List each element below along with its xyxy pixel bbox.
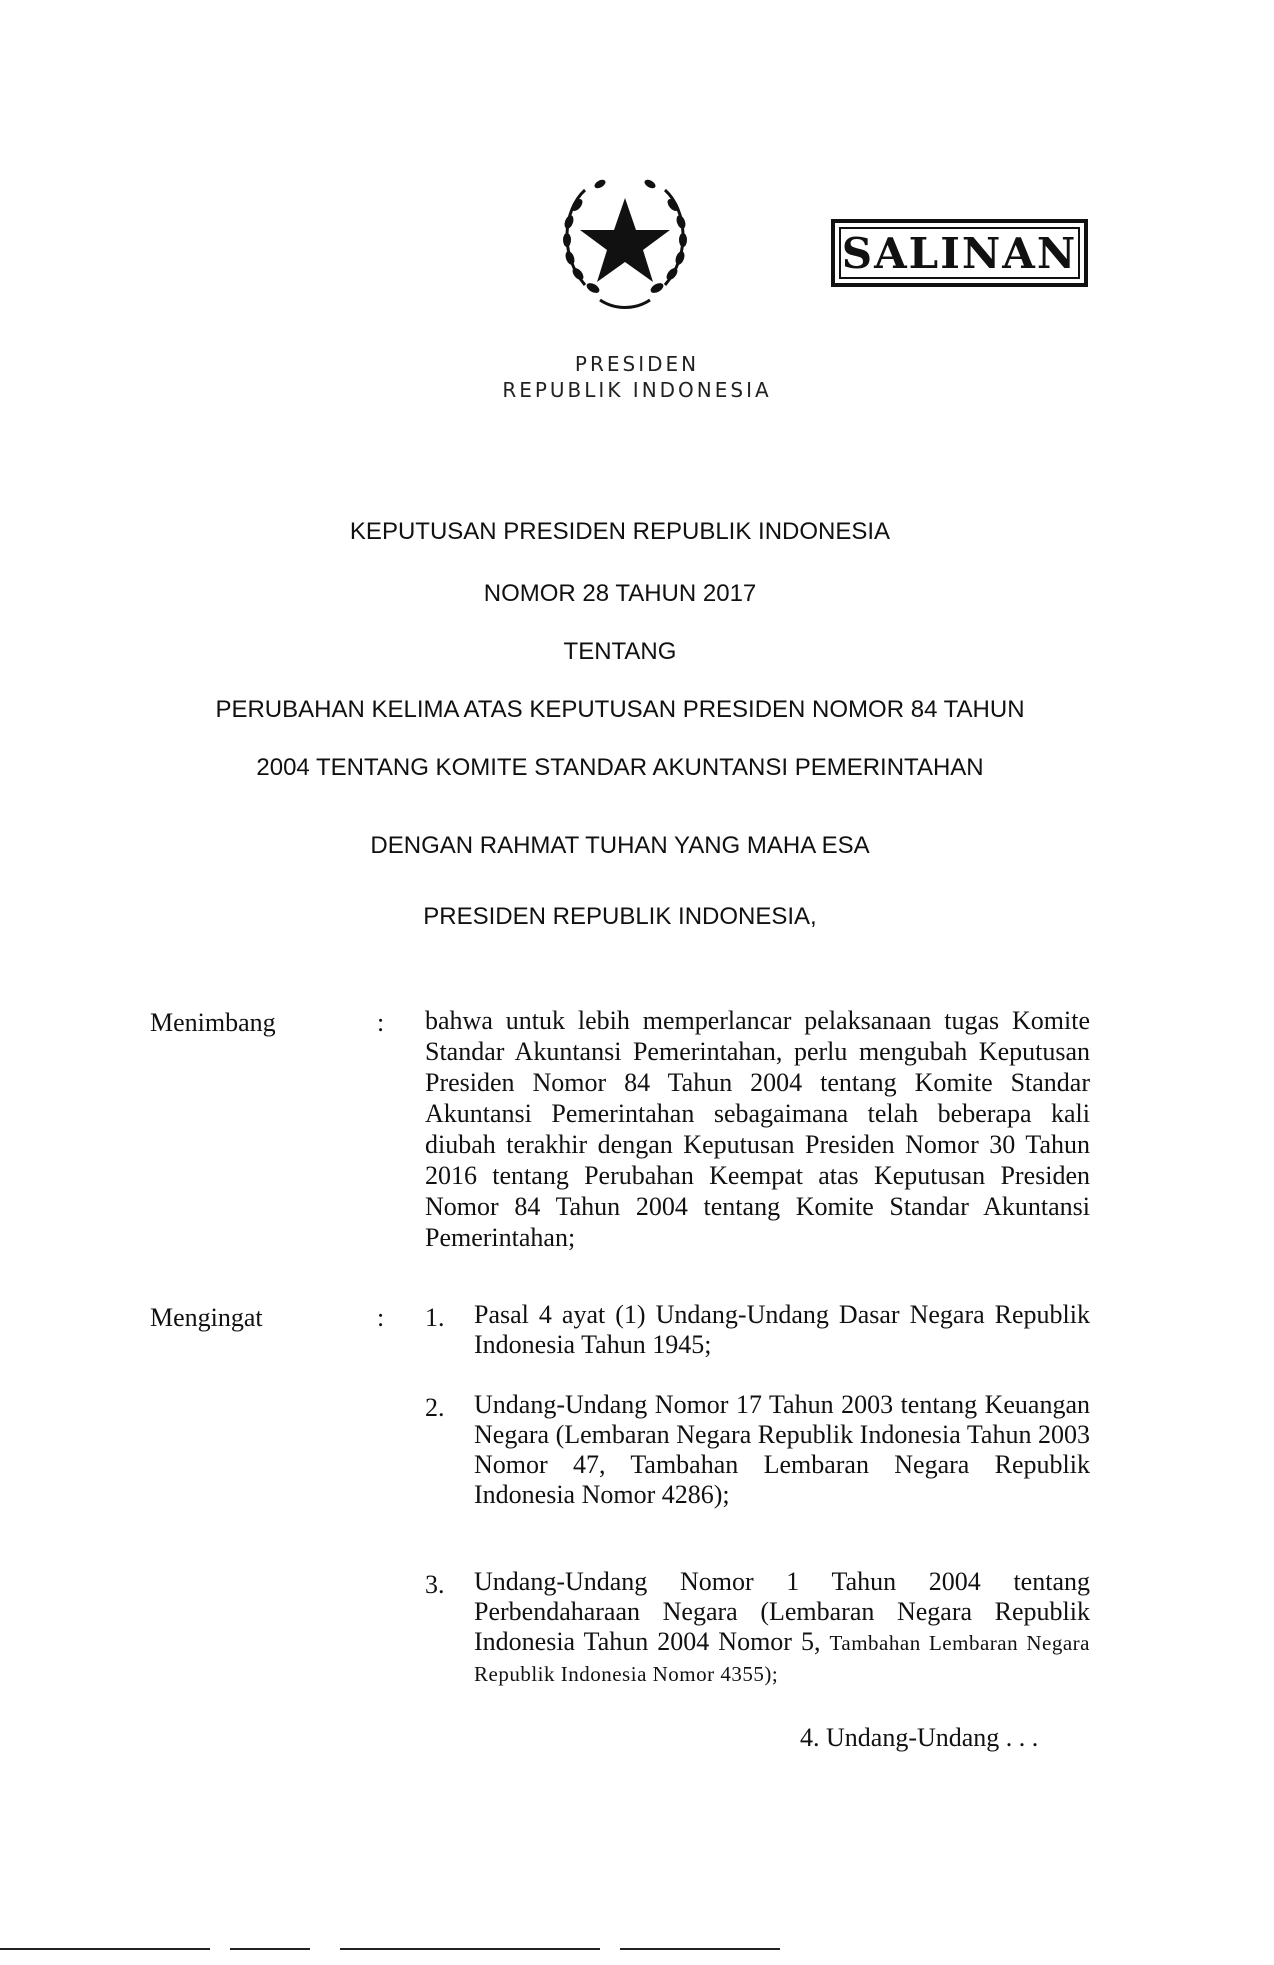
menimbang-label: Menimbang bbox=[150, 1008, 276, 1037]
mengingat-item-text-part: Undang-Undang Nomor 1 Tahun 2004 tentang Perbendaharaan Negara (Lembaran Negara Republik Indonesia Tahun 2004 Nomor 5, bbox=[474, 1567, 1090, 1656]
footer-rule bbox=[340, 1948, 600, 1950]
issuer: PRESIDEN REPUBLIK INDONESIA, bbox=[423, 903, 817, 930]
garuda-star-emblem-icon bbox=[545, 160, 705, 320]
decree-subject-line2: 2004 TENTANG KOMITE STANDAR AKUNTANSI PEMERINTAHAN bbox=[256, 754, 984, 781]
decree-title: KEPUTUSAN PRESIDEN REPUBLIK INDONESIA bbox=[349, 518, 891, 545]
invocation: DENGAN RAHMAT TUHAN YANG MAHA ESA bbox=[370, 832, 870, 859]
salinan-stamp bbox=[831, 219, 1088, 287]
mengingat-item-text: Pasal 4 ayat (1) Undang-Undang Dasar Negara Republik Indonesia Tahun 1945; bbox=[474, 1300, 1090, 1359]
menimbang-text: bahwa untuk lebih memperlancar pelaksanaan tugas Komite Standar Akuntansi Pemerintahan, perlu mengubah Keputusan Presiden Nomor 84 Tahun 2004 tentang Komite Standar Akuntansi Pemerintahan sebagaimana telah beberapa kali diubah terakhir dengan Keputusan Presiden Nomor 30 Tahun 2016 tentang Perubahan Keempat atas Keputusan Presiden Nomor 84 Tahun 2004 tentang Komite Standar Akuntansi Pemerintahan; bbox=[425, 1006, 1090, 1252]
presiden-caption: PRESIDEN bbox=[574, 352, 700, 376]
mengingat-item-number: 2. bbox=[425, 1393, 445, 1422]
mengingat-item-text-part-small: Tambahan Lembaran Negara Republik Indonesia Nomor 4355); bbox=[474, 1631, 1090, 1686]
footer-rule bbox=[0, 1948, 210, 1950]
mengingat-colon: : bbox=[377, 1303, 385, 1332]
salinan-stamp-label: SALINAN bbox=[839, 227, 1080, 279]
mengingat-item-text bbox=[474, 1567, 1090, 1689]
decree-number: NOMOR 28 TAHUN 2017 bbox=[483, 580, 757, 607]
page-continuation: 4. Undang-Undang . . . bbox=[800, 1723, 1039, 1752]
mengingat-item-number: 1. bbox=[425, 1303, 445, 1332]
mengingat-item-text: Undang-Undang Nomor 17 Tahun 2003 tentang Keuangan Negara (Lembaran Negara Republik Indonesia Tahun 2003 Nomor 47, Tambahan Lembaran Negara Republik Indonesia Nomor 4286); bbox=[474, 1390, 1090, 1509]
menimbang-colon: : bbox=[377, 1008, 385, 1037]
footer-rule bbox=[230, 1948, 310, 1950]
footer-rule bbox=[620, 1948, 780, 1950]
decree-tentang: TENTANG bbox=[563, 638, 677, 665]
decree-subject-line1: PERUBAHAN KELIMA ATAS KEPUTUSAN PRESIDEN NOMOR 84 TAHUN bbox=[215, 696, 1025, 723]
republik-indonesia-caption: REPUBLIK INDONESIA bbox=[502, 378, 772, 402]
mengingat-item-number: 3. bbox=[425, 1570, 445, 1599]
mengingat-label: Mengingat bbox=[150, 1303, 263, 1332]
